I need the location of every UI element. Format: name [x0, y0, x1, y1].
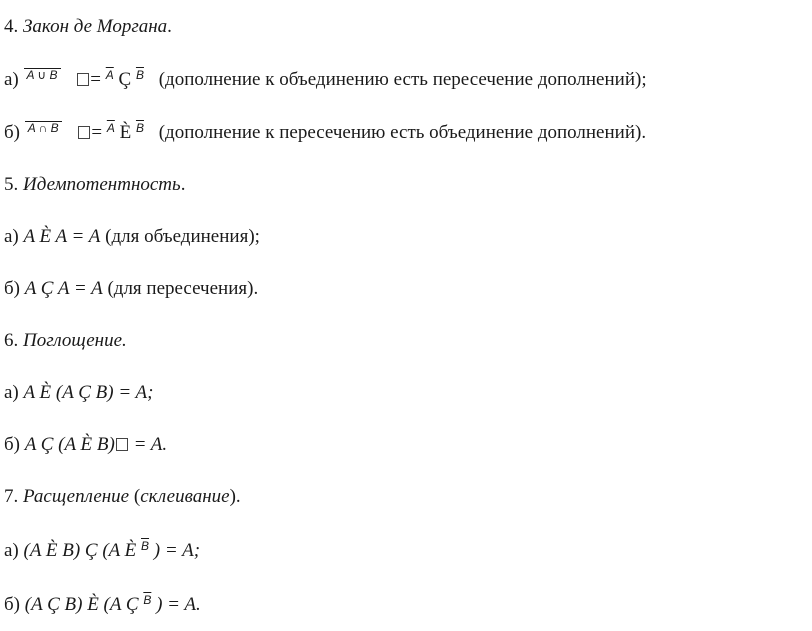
comment: (для объединения); — [105, 226, 260, 247]
formula-right: ) = A; — [153, 540, 201, 561]
idempotence-a — [4, 226, 260, 248]
item-label: а) — [4, 540, 19, 561]
missing-glyph-box — [77, 73, 89, 86]
complement-a: A — [106, 121, 115, 135]
missing-glyph-box — [116, 438, 128, 451]
de-morgan-a — [4, 69, 647, 92]
de-morgan-b — [4, 122, 646, 145]
item-label: б) — [4, 594, 20, 615]
formula: A È A = A — [23, 226, 101, 247]
item-number: 4. — [4, 16, 19, 37]
formula: A Ç A = A — [24, 278, 103, 299]
heading-absorption — [4, 330, 127, 352]
item-number: 5. — [4, 174, 19, 195]
formula-left: A Ç (A È B) — [24, 434, 115, 455]
formula-right: = A. — [128, 434, 168, 455]
operator-glyph: Ç — [118, 69, 132, 90]
absorption-a — [4, 382, 154, 404]
formula: A È (A Ç B) = A; — [23, 382, 154, 403]
item-title: Расщепление — [23, 486, 130, 507]
complement-b: B — [141, 539, 150, 553]
title-tail: ). — [229, 486, 241, 507]
idempotence-b — [4, 278, 258, 300]
item-label: а) — [4, 382, 19, 403]
formula-left: (A È B) Ç (A È — [23, 540, 137, 561]
complement-a: A — [105, 68, 114, 82]
complement-b: B — [135, 121, 144, 135]
title-tail: . — [167, 16, 172, 37]
equals-sign: = — [90, 69, 101, 90]
complement-b: B — [143, 593, 152, 607]
item-number: 7. — [4, 486, 19, 507]
formula-left: (A Ç B) È (A Ç — [24, 594, 139, 615]
equals-sign: = — [91, 122, 103, 143]
comment: (дополнение к объединению есть пересечение дополнений); — [158, 69, 647, 90]
splitting-a — [4, 540, 200, 563]
item-label: б) — [4, 122, 20, 143]
complement-b: B — [135, 68, 144, 82]
splitting-b — [4, 594, 201, 617]
item-title: Закон де Моргана — [23, 16, 168, 37]
title-tail: . — [180, 174, 186, 195]
complement-union: A ∪ B — [24, 68, 61, 81]
item-label: а) — [4, 226, 19, 247]
complement-intersection: A ∩ B — [25, 121, 62, 134]
item-label: а) — [4, 69, 19, 90]
heading-splitting: 7. Расщепление (склеивание). — [4, 486, 241, 507]
absorption-b — [4, 434, 167, 456]
heading-idempotence — [4, 174, 185, 196]
operator-glyph: È — [119, 122, 132, 143]
item-number: 6. — [4, 330, 19, 351]
item-label: б) — [4, 434, 20, 455]
missing-glyph-box — [78, 126, 90, 139]
item-title: Поглощение. — [23, 330, 127, 351]
comment: (дополнение к пересечению есть объединение дополнений). — [158, 122, 647, 143]
formula-right: ) = A. — [156, 594, 201, 615]
comment: (для пересечения). — [107, 278, 259, 299]
heading-de-morgan — [4, 16, 172, 38]
item-title: Идемпотентность — [23, 174, 181, 195]
item-label: б) — [4, 278, 20, 299]
item-subtitle: склеивание — [140, 486, 230, 507]
